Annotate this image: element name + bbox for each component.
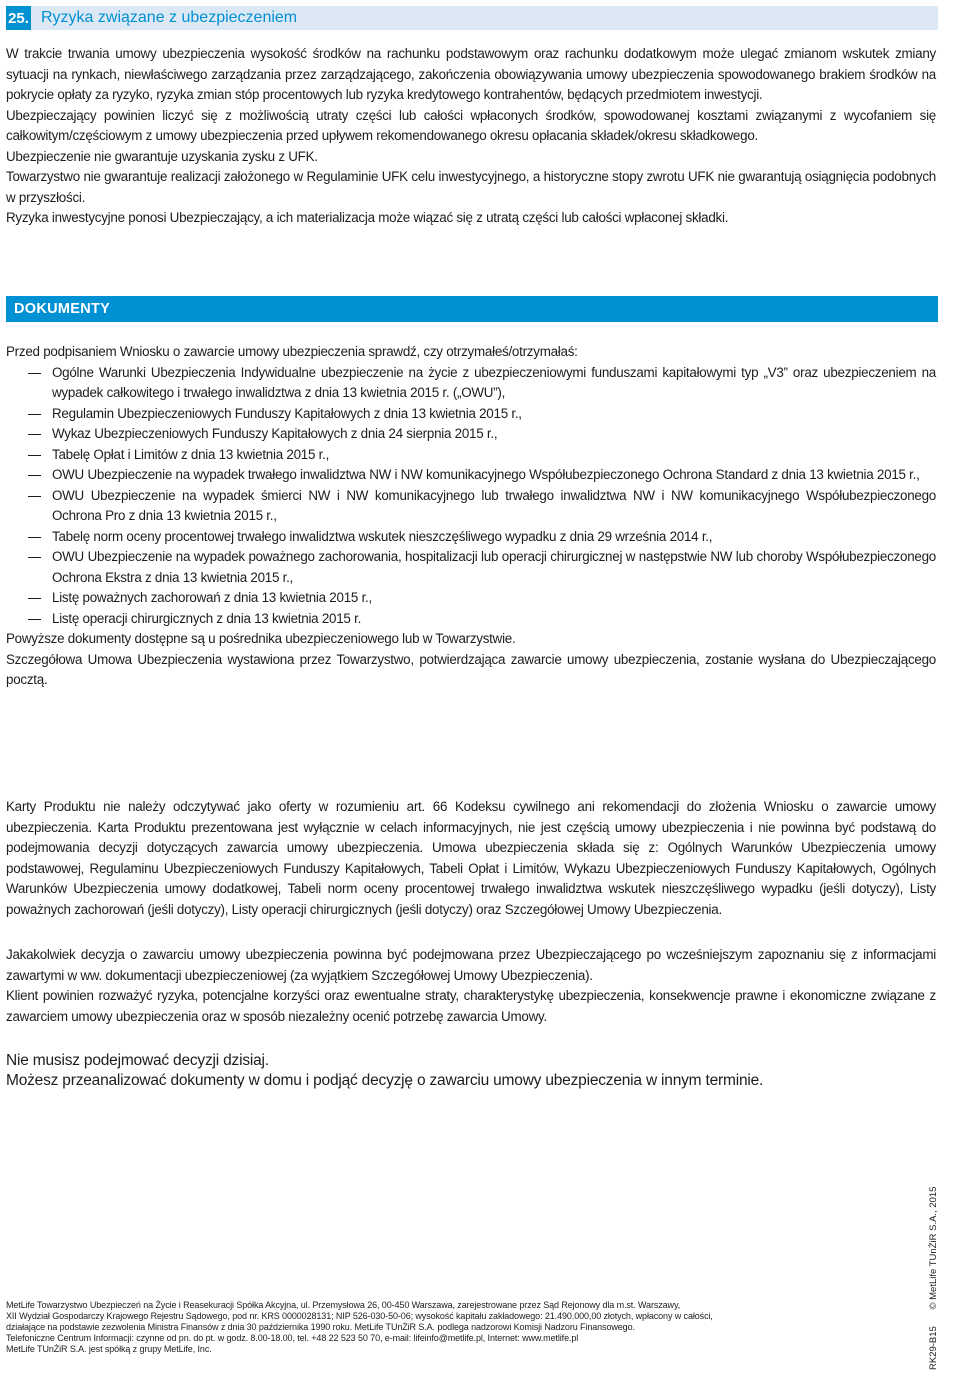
list-item: OWU Ubezpieczenie na wypadek śmierci NW i NW komunikacyjnego lub trwałego inwalidztwa NW i NW komunikacyjnego Współubezpieczonego Ochrona Pro z dnia 13 kwietnia 2015 r., (6, 486, 936, 527)
side-caption (928, 1173, 939, 1370)
closing-text (6, 1051, 936, 1091)
risk-paragraph: Ryzyka inwestycyjne ponosi Ubezpieczający, a ich materializacja może wiązać się z utratą części lub całości wpłaconej składki. (6, 210, 729, 225)
list-item: OWU Ubezpieczenie na wypadek trwałego inwalidztwa NW i NW komunikacyjnego Współubezpieczonego Ochrona Standard z dnia 13 kwietnia 2015 r., (6, 465, 936, 486)
closing-line: Możesz przeanalizować dokumenty w domu i podjąć decyzję o zawarciu umowy ubezpieczenia w innym terminie. (6, 1072, 764, 1089)
footer-line: MetLife TUnŻiR S.A. jest spółką z grupy MetLife, Inc. (6, 1344, 212, 1354)
list-item: Ogólne Warunki Ubezpieczenia Indywidualne ubezpieczenie na życie z ubezpieczeniowymi funduszami kapitałowymi typ „V3” oraz ubezpieczeniem na wypadek całkowitego i trwałego inwalidztwa z dnia 13 kwietnia 2015 r. („OWU”), (6, 363, 936, 404)
risk-paragraph: Ubezpieczenie nie gwarantuje uzyskania zysku z UFK. (6, 148, 318, 164)
risk-paragraph: Towarzystwo nie gwarantuje realizacji założonego w Regulaminie UFK celu inwestycyjnego, a historyczne stopy zwrotu UFK nie gwarantują osiągnięcia podobnych w przyszłości. (6, 169, 936, 205)
list-item: Wykaz Ubezpieczeniowych Funduszy Kapitałowych z dnia 24 sierpnia 2015 r., (6, 424, 936, 445)
documents-intro: Przed podpisaniem Wniosku o zawarcie umowy ubezpieczenia sprawdź, czy otrzymałeś/otrzymałaś: (6, 344, 578, 359)
footer-line: MetLife Towarzystwo Ubezpieczeń na Życie i Reasekuracji Spółka Akcyjna, ul. Przemysłowa 26, 00-450 Warszawa, zarejestrowane przez Sąd Rejonowy dla m.st. Warszawy, (6, 1300, 681, 1310)
section-title: Ryzyka związane z ubezpieczeniem (41, 9, 298, 26)
documents-availability: Powyższe dokumenty dostępne są u pośrednika ubezpieczeniowego lub w Towarzystwie. (6, 631, 516, 646)
footer-line: działające na podstawie zezwolenia Ministra Finansów z dnia 30 października 1990 roku. MetLife TUnŻiR S.A. podlega nadzorowi Komisji Nadzoru Finansowego. (6, 1322, 635, 1332)
documents-section (6, 342, 936, 691)
decision-paragraph: Klient powinien rozważyć ryzyka, potencjalne korzyści oraz ewentualne straty, charakterystykę ubezpieczenia, konsekwencje prawne i ekonomiczne związane z zawarciem umowy ubezpieczenia oraz w sposób niezależny ocenić potrzebę zawarcia Umowy. (6, 988, 936, 1024)
disclaimer-text (6, 797, 936, 920)
footer-line: XII Wydział Gospodarczy Krajowego Rejestru Sądowego, pod nr. KRS 0000028131; NIP 526-030-50-06; wysokość kapitału zakładowego: 21.490.000,00 złotych, wpłacony w całości, (6, 1311, 713, 1321)
decision-paragraph: Jakakolwiek decyzja o zawarciu umowy ubezpieczenia powinna być podejmowana przez Ubezpieczającego po wcześniejszym zapoznaniu się z informacjami zawartymi w ww. dokumentacji ubezpieczeniowej (za wyjątkiem Szczegółowej Umowy Ubezpieczenia). (6, 947, 936, 983)
list-item: OWU Ubezpieczenie na wypadek poważnego zachorowania, hospitalizacji lub operacji chirurgicznej w następstwie NW lub choroby Współubezpieczonego Ochrona Ekstra z dnia 13 kwietnia 2015 r., (6, 547, 936, 588)
risk-paragraph: Ubezpieczający powinien liczyć się z możliwością utraty części lub całości wpłaconych środków, spowodowanej kosztami związanymi z wycofaniem się całkowitym/częściowym z umowy ubezpieczenia przed upływem rekomendowanego okresu opłacania składek/okresu składkowego. (6, 107, 936, 143)
disclaimer-paragraph: Karty Produktu nie należy odczytywać jako oferty w rozumieniu art. 66 Kodeksu cywilnego ani rekomendacji do złożenia Wniosku o zawarcie umowy ubezpieczenia. Karta Produktu prezentowana jest wyłącznie w celach informacyjnych, nie jest częścią umowy ubezpieczenia i nie powinna być podstawą do podejmowania decyzji dotyczących zawarcia umowy ubezpieczenia. Umowa ubezpieczenia składa się z: Ogólnych Warunków Ubezpieczenia umowy podstawowej, Regulaminu Ubezpieczeniowych Funduszy Kapitałowych, Tabeli Opłat i Limitów, Wykazu Ubezpieczeniowych Funduszy Kapitałowych, Ogólnych Warunków Ubezpieczenia umowy dodatkowej, Tabeli norm oceny procentowej trwałego inwalidztwa wskutek nieszczęśliwego wypadku (jeśli dotyczy), Listy poważnych zachorowań (jeśli dotyczy), Listy operacji chirurgicznych (jeśli dotyczy) oraz Szczegółowej Umowy Ubezpieczenia. (6, 799, 936, 917)
documents-heading-bar (6, 296, 938, 322)
documents-heading: DOKUMENTY (14, 301, 111, 317)
documents-delivery: Szczegółowa Umowa Ubezpieczenia wystawiona przez Towarzystwo, potwierdzająca zawarcie umowy ubezpieczenia, zostanie wysłana do Ubezpieczającego pocztą. (6, 651, 936, 687)
list-item: Regulamin Ubezpieczeniowych Funduszy Kapitałowych z dnia 13 kwietnia 2015 r., (6, 404, 936, 425)
closing-line: Nie musisz podejmować decyzji dzisiaj. (6, 1052, 269, 1069)
section-number-badge: 25. (6, 6, 31, 30)
risk-text (6, 44, 936, 229)
list-item: Tabelę Opłat i Limitów z dnia 13 kwietnia 2015 r., (6, 445, 936, 466)
list-item: Listę poważnych zachorowań z dnia 13 kwietnia 2015 r., (6, 588, 936, 609)
risk-paragraph: W trakcie trwania umowy ubezpieczenia wysokość środków na rachunku podstawowym oraz rachunku dodatkowym może ulegać zmianom wskutek zmiany sytuacji na rynkach, niewłaściwego zarządzania przez zarządzającego, zakończenia obowiązywania umowy ubezpieczenia spowodowanego brakiem środków na pokrycie opłaty za ryzyko, ryzyka zmian stóp procentowych lub ryzyka kredytowego kontrahentów, będących przedmiotem inwestycji. (6, 46, 936, 102)
footer-line: Telefoniczne Centrum Informacji: czynne od pn. do pt. w godz. 8.00-18.00, tel. +48 22 523 50 70, e-mail: lifeinfo@metlife.pl, Internet: www.metlife.pl (6, 1333, 579, 1343)
decision-text (6, 945, 936, 1027)
copyright-note: © MetLife TUnŻiR S.A., 2015 (928, 1186, 939, 1310)
company-footer (6, 1300, 886, 1355)
documents-list (6, 363, 936, 630)
section-header (6, 6, 938, 30)
document-code: RK29-B15 (928, 1326, 939, 1370)
list-item: Tabelę norm oceny procentowej trwałego inwalidztwa wskutek nieszczęśliwego wypadku z dnia 29 września 2014 r., (6, 527, 936, 548)
list-item: Listę operacji chirurgicznych z dnia 13 kwietnia 2015 r. (6, 609, 936, 630)
